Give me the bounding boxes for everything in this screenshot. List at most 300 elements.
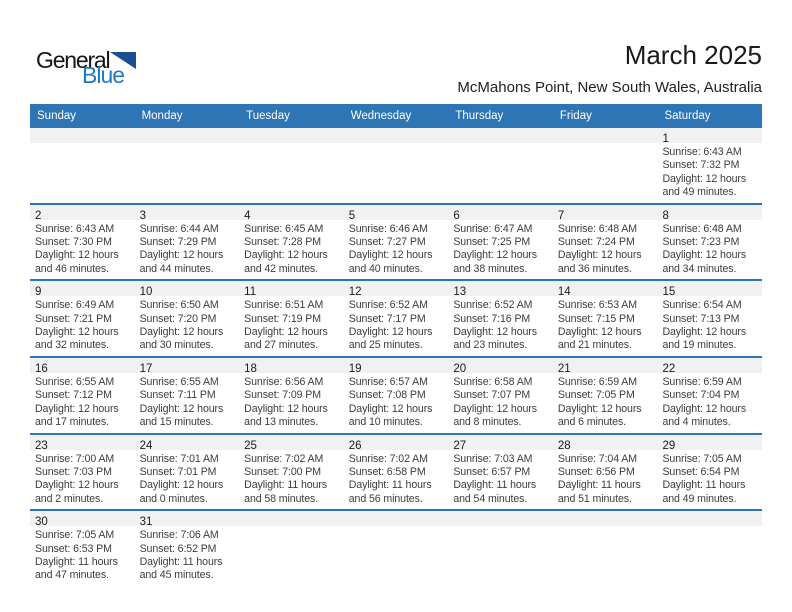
- day-cell: [30, 435, 135, 510]
- day-cell: [448, 205, 553, 280]
- daylight-minutes-text: and 17 minutes.: [35, 416, 109, 429]
- daylight-hours-text: Daylight: 12 hours: [557, 326, 642, 339]
- day-details: [448, 220, 553, 280]
- day-cell: [344, 358, 449, 433]
- daylight-hours-text: Daylight: 12 hours: [244, 249, 328, 262]
- daylight-hours-text: Daylight: 11 hours: [557, 479, 641, 492]
- day-cell: [344, 205, 449, 280]
- day-number-band: [657, 128, 762, 143]
- daylight-minutes-text: and 49 minutes.: [662, 186, 737, 199]
- day-number: 7: [557, 209, 565, 222]
- sunrise-text: Sunrise: 7:05 AM: [662, 452, 742, 465]
- daylight-hours-text: Daylight: 12 hours: [453, 249, 537, 262]
- sunset-text: Sunset: 7:11 PM: [139, 389, 216, 402]
- empty-day-cell: [448, 511, 553, 586]
- day-number: 29: [662, 439, 676, 452]
- day-number: 9: [35, 286, 42, 299]
- week-row: [30, 356, 762, 433]
- sunrise-text: Sunrise: 6:59 AM: [662, 375, 742, 388]
- day-number-band: [30, 205, 135, 220]
- day-number-band: [344, 358, 449, 373]
- sunset-text: Sunset: 7:23 PM: [662, 236, 740, 249]
- daylight-minutes-text: and 8 minutes.: [453, 416, 522, 429]
- location-subtitle: McMahons Point, New South Wales, Australia: [457, 79, 762, 96]
- sunset-text: Sunset: 6:58 PM: [348, 465, 426, 478]
- sunrise-text: Sunrise: 6:48 AM: [557, 222, 637, 235]
- page-title: March 2025: [624, 40, 762, 70]
- day-details: [239, 143, 344, 149]
- daylight-hours-text: Daylight: 11 hours: [453, 479, 537, 492]
- day-number-band: [135, 358, 240, 373]
- day-number-band: [553, 511, 658, 526]
- day-details: [135, 373, 240, 433]
- empty-day-cell: [239, 128, 344, 203]
- day-number: 21: [557, 362, 571, 375]
- day-number-band: [553, 128, 658, 143]
- empty-day-cell: [135, 128, 240, 203]
- day-number: 5: [348, 209, 356, 222]
- daylight-minutes-text: and 2 minutes.: [35, 492, 104, 505]
- sunrise-text: Sunrise: 6:55 AM: [139, 375, 219, 388]
- daylight-hours-text: Daylight: 12 hours: [348, 326, 433, 339]
- daylight-hours-text: Daylight: 12 hours: [662, 172, 747, 185]
- sunrise-text: Sunrise: 6:57 AM: [348, 375, 428, 388]
- day-cell: [135, 205, 240, 280]
- daylight-minutes-text: and 38 minutes.: [453, 262, 528, 275]
- day-cell: [135, 511, 240, 586]
- day-cell: [135, 358, 240, 433]
- day-number: 17: [139, 362, 153, 375]
- empty-day-cell: [657, 511, 762, 586]
- sunrise-text: Sunrise: 6:44 AM: [139, 222, 219, 235]
- day-cell: [657, 281, 762, 356]
- day-number-band: [448, 435, 553, 450]
- day-details: [239, 296, 344, 356]
- day-number-band: [30, 281, 135, 299]
- sunset-text: Sunset: 7:13 PM: [662, 312, 740, 325]
- week-row: [30, 279, 762, 356]
- day-number-band: [448, 281, 553, 299]
- sunset-text: Sunset: 7:21 PM: [35, 312, 112, 325]
- daylight-hours-text: Daylight: 12 hours: [557, 249, 642, 262]
- day-details: [30, 143, 135, 149]
- sunset-text: Sunset: 6:56 PM: [557, 465, 635, 478]
- day-details: [553, 220, 658, 280]
- daylight-minutes-text: and 36 minutes.: [557, 262, 632, 275]
- empty-day-cell: [344, 128, 449, 203]
- day-number-band: [344, 128, 449, 143]
- day-number-band: [448, 358, 553, 373]
- day-details: [135, 450, 240, 510]
- day-details: [344, 296, 449, 356]
- sunset-text: Sunset: 6:57 PM: [453, 465, 531, 478]
- sunrise-text: Sunrise: 6:48 AM: [662, 222, 742, 235]
- sunset-text: Sunset: 7:08 PM: [348, 389, 426, 402]
- daylight-minutes-text: and 40 minutes.: [348, 262, 423, 275]
- sunrise-text: Sunrise: 6:52 AM: [453, 299, 533, 312]
- daylight-minutes-text: and 51 minutes.: [557, 492, 632, 505]
- sunrise-text: Sunrise: 6:46 AM: [348, 222, 428, 235]
- day-cell: [448, 358, 553, 433]
- daylight-minutes-text: and 15 minutes.: [139, 416, 214, 429]
- day-number-band: [239, 511, 344, 526]
- sunrise-text: Sunrise: 7:02 AM: [348, 452, 428, 465]
- weekday-header: Tuesday: [246, 110, 290, 122]
- day-details: [135, 220, 240, 280]
- sunrise-text: Sunrise: 7:06 AM: [139, 529, 219, 542]
- daylight-hours-text: Daylight: 12 hours: [453, 402, 537, 415]
- daylight-minutes-text: and 44 minutes.: [139, 262, 214, 275]
- week-row: [30, 128, 762, 203]
- day-cell: [448, 281, 553, 356]
- sunrise-text: Sunrise: 6:49 AM: [35, 299, 115, 312]
- sunset-text: Sunset: 7:03 PM: [35, 465, 112, 478]
- sunrise-text: Sunrise: 7:00 AM: [35, 452, 115, 465]
- day-number: 4: [244, 209, 251, 222]
- day-cell: [448, 435, 553, 510]
- day-details: [344, 143, 449, 149]
- daylight-minutes-text: and 45 minutes.: [139, 569, 214, 582]
- day-details: [657, 450, 762, 510]
- weekday-header-row: [30, 104, 762, 128]
- day-cell: [344, 435, 449, 510]
- daylight-hours-text: Daylight: 11 hours: [662, 479, 746, 492]
- day-number-band: [135, 205, 240, 220]
- day-number: 31: [139, 516, 153, 529]
- day-details: [239, 373, 344, 433]
- day-cell: [553, 358, 658, 433]
- daylight-hours-text: Daylight: 12 hours: [35, 326, 119, 339]
- day-details: [344, 450, 449, 510]
- daylight-minutes-text: and 47 minutes.: [35, 569, 109, 582]
- day-number-band: [344, 205, 449, 220]
- daylight-minutes-text: and 10 minutes.: [348, 416, 423, 429]
- day-number-band: [239, 128, 344, 143]
- sunrise-text: Sunrise: 6:55 AM: [35, 375, 115, 388]
- sunset-text: Sunset: 7:27 PM: [348, 236, 426, 249]
- day-cell: [30, 358, 135, 433]
- day-details: [657, 143, 762, 203]
- day-number: 2: [35, 209, 42, 222]
- daylight-hours-text: Daylight: 12 hours: [139, 249, 224, 262]
- day-details: [448, 296, 553, 356]
- day-number-band: [239, 281, 344, 299]
- sunset-text: Sunset: 7:05 PM: [557, 389, 635, 402]
- weekday-header: Thursday: [455, 110, 504, 122]
- daylight-hours-text: Daylight: 12 hours: [348, 249, 433, 262]
- day-details: [553, 450, 658, 510]
- day-number: 24: [139, 439, 153, 452]
- day-number: 1: [662, 133, 669, 145]
- daylight-hours-text: Daylight: 12 hours: [453, 326, 537, 339]
- empty-day-cell: [553, 128, 658, 203]
- day-number-band: [553, 281, 658, 299]
- sunset-text: Sunset: 7:07 PM: [453, 389, 531, 402]
- sunset-text: Sunset: 6:53 PM: [35, 542, 112, 555]
- day-details: [135, 526, 240, 586]
- sunset-text: Sunset: 7:20 PM: [139, 312, 217, 325]
- daylight-minutes-text: and 49 minutes.: [662, 492, 737, 505]
- day-details: [448, 526, 553, 532]
- day-details: [553, 373, 658, 433]
- daylight-hours-text: Daylight: 11 hours: [35, 555, 118, 568]
- day-details: [30, 373, 135, 433]
- daylight-hours-text: Daylight: 11 hours: [348, 479, 432, 492]
- daylight-minutes-text: and 58 minutes.: [244, 492, 319, 505]
- sunset-text: Sunset: 7:28 PM: [244, 236, 321, 249]
- sunrise-text: Sunrise: 7:01 AM: [139, 452, 219, 465]
- sunset-text: Sunset: 7:01 PM: [139, 465, 217, 478]
- daylight-minutes-text: and 23 minutes.: [453, 339, 528, 352]
- daylight-minutes-text: and 21 minutes.: [557, 339, 632, 352]
- sunset-text: Sunset: 7:09 PM: [244, 389, 321, 402]
- day-details: [239, 220, 344, 280]
- sunset-text: Sunset: 7:29 PM: [139, 236, 217, 249]
- day-details: [30, 296, 135, 356]
- sunset-text: Sunset: 7:17 PM: [348, 312, 426, 325]
- day-details: [657, 526, 762, 532]
- weekday-header: Saturday: [664, 110, 711, 122]
- day-cell: [239, 435, 344, 510]
- empty-day-cell: [30, 128, 135, 203]
- day-details: [344, 526, 449, 532]
- sunset-text: Sunset: 7:24 PM: [557, 236, 635, 249]
- day-details: [30, 526, 135, 586]
- day-cell: [239, 358, 344, 433]
- daylight-minutes-text: and 6 minutes.: [557, 416, 626, 429]
- day-number-band: [239, 205, 344, 220]
- day-number-band: [344, 435, 449, 450]
- day-cell: [657, 435, 762, 510]
- daylight-minutes-text: and 46 minutes.: [35, 262, 109, 275]
- day-number-band: [657, 281, 762, 299]
- day-cell: [657, 205, 762, 280]
- day-number-band: [657, 511, 762, 526]
- daylight-minutes-text: and 19 minutes.: [662, 339, 737, 352]
- sunrise-text: Sunrise: 6:47 AM: [453, 222, 533, 235]
- sunset-text: Sunset: 7:00 PM: [244, 465, 321, 478]
- general-blue-logo: [36, 47, 156, 88]
- sunset-text: Sunset: 7:16 PM: [453, 312, 531, 325]
- day-number-band: [344, 281, 449, 299]
- day-number: 12: [348, 286, 362, 299]
- sunrise-text: Sunrise: 6:50 AM: [139, 299, 219, 312]
- daylight-minutes-text: and 42 minutes.: [244, 262, 319, 275]
- daylight-hours-text: Daylight: 12 hours: [662, 249, 747, 262]
- day-number-band: [657, 435, 762, 450]
- sunrise-text: Sunrise: 6:54 AM: [662, 299, 742, 312]
- daylight-minutes-text: and 56 minutes.: [348, 492, 423, 505]
- day-number-band: [553, 435, 658, 450]
- daylight-hours-text: Daylight: 12 hours: [244, 326, 328, 339]
- week-row: [30, 433, 762, 510]
- day-number: 11: [244, 286, 257, 299]
- day-details: [657, 373, 762, 433]
- day-details: [135, 296, 240, 356]
- empty-day-cell: [239, 511, 344, 586]
- daylight-hours-text: Daylight: 12 hours: [139, 326, 224, 339]
- sunset-text: Sunset: 6:54 PM: [662, 465, 740, 478]
- day-details: [239, 526, 344, 532]
- sunrise-text: Sunrise: 7:05 AM: [35, 529, 115, 542]
- day-number-band: [30, 511, 135, 529]
- calendar: [30, 104, 762, 586]
- day-number: 18: [244, 362, 257, 375]
- sunset-text: Sunset: 7:19 PM: [244, 312, 321, 325]
- day-cell: [30, 281, 135, 356]
- daylight-minutes-text: and 25 minutes.: [348, 339, 423, 352]
- daylight-minutes-text: and 32 minutes.: [35, 339, 109, 352]
- day-details: [239, 450, 344, 510]
- day-number: 27: [453, 439, 467, 452]
- daylight-minutes-text: and 34 minutes.: [662, 262, 737, 275]
- daylight-minutes-text: and 4 minutes.: [662, 416, 731, 429]
- day-number: 23: [35, 439, 48, 452]
- daylight-hours-text: Daylight: 12 hours: [35, 479, 119, 492]
- day-details: [344, 373, 449, 433]
- day-number: 8: [662, 209, 669, 222]
- empty-day-cell: [344, 511, 449, 586]
- day-number: 22: [662, 362, 676, 375]
- day-number-band: [30, 358, 135, 373]
- logo-text-blue: Blue: [82, 62, 125, 88]
- day-cell: [553, 435, 658, 510]
- day-number-band: [553, 205, 658, 220]
- daylight-hours-text: Daylight: 12 hours: [662, 326, 747, 339]
- day-number-band: [239, 358, 344, 373]
- day-cell: [30, 511, 135, 586]
- day-details: [553, 143, 658, 149]
- empty-day-cell: [448, 128, 553, 203]
- sunrise-text: Sunrise: 6:45 AM: [244, 222, 324, 235]
- sunrise-text: Sunrise: 6:52 AM: [348, 299, 428, 312]
- day-details: [448, 450, 553, 510]
- day-number: 25: [244, 439, 257, 452]
- day-number: 30: [35, 516, 48, 529]
- day-number-band: [135, 511, 240, 529]
- sunrise-text: Sunrise: 7:03 AM: [453, 452, 533, 465]
- day-details: [657, 220, 762, 280]
- sunset-text: Sunset: 7:30 PM: [35, 236, 112, 249]
- day-number: 14: [557, 286, 571, 299]
- sunrise-text: Sunrise: 6:59 AM: [557, 375, 637, 388]
- day-number: 19: [348, 362, 362, 375]
- sunrise-text: Sunrise: 6:53 AM: [557, 299, 637, 312]
- week-row: [30, 203, 762, 280]
- day-details: [553, 526, 658, 532]
- sunrise-text: Sunrise: 6:56 AM: [244, 375, 324, 388]
- daylight-hours-text: Daylight: 12 hours: [557, 402, 642, 415]
- daylight-hours-text: Daylight: 11 hours: [139, 555, 223, 568]
- day-number-band: [30, 435, 135, 450]
- day-cell: [135, 435, 240, 510]
- weekday-header: Wednesday: [350, 110, 412, 122]
- day-number: 10: [139, 286, 153, 299]
- sunset-text: Sunset: 7:04 PM: [662, 389, 740, 402]
- day-details: [448, 143, 553, 149]
- sunset-text: Sunset: 7:12 PM: [35, 389, 112, 402]
- day-details: [344, 220, 449, 280]
- day-cell: [239, 205, 344, 280]
- day-cell: [657, 128, 762, 203]
- sunset-text: Sunset: 6:52 PM: [139, 542, 217, 555]
- daylight-hours-text: Daylight: 12 hours: [139, 479, 224, 492]
- day-cell: [553, 205, 658, 280]
- daylight-minutes-text: and 54 minutes.: [453, 492, 528, 505]
- week-row: [30, 509, 762, 586]
- day-number: 26: [348, 439, 362, 452]
- daylight-hours-text: Daylight: 12 hours: [348, 402, 433, 415]
- day-cell: [135, 281, 240, 356]
- day-number-band: [448, 205, 553, 220]
- day-number-band: [657, 358, 762, 373]
- sunset-text: Sunset: 7:15 PM: [557, 312, 635, 325]
- calendar-grid: [30, 128, 762, 586]
- day-number: 28: [557, 439, 571, 452]
- day-details: [553, 296, 658, 356]
- day-details: [30, 450, 135, 510]
- day-number-band: [344, 511, 449, 526]
- day-number: 15: [662, 286, 676, 299]
- sunrise-text: Sunrise: 6:43 AM: [35, 222, 115, 235]
- daylight-minutes-text: and 27 minutes.: [244, 339, 319, 352]
- day-details: [30, 220, 135, 280]
- daylight-hours-text: Daylight: 12 hours: [244, 402, 328, 415]
- day-number: 20: [453, 362, 467, 375]
- weekday-header: Friday: [559, 110, 592, 122]
- weekday-header: Monday: [141, 110, 183, 122]
- day-number-band: [657, 205, 762, 220]
- day-number-band: [448, 511, 553, 526]
- daylight-minutes-text: and 13 minutes.: [244, 416, 319, 429]
- day-cell: [239, 281, 344, 356]
- daylight-minutes-text: and 0 minutes.: [139, 492, 208, 505]
- daylight-hours-text: Daylight: 12 hours: [35, 249, 119, 262]
- sunrise-text: Sunrise: 7:02 AM: [244, 452, 324, 465]
- sunrise-text: Sunrise: 7:04 AM: [557, 452, 637, 465]
- day-cell: [30, 205, 135, 280]
- day-number: 16: [35, 362, 48, 375]
- empty-day-cell: [553, 511, 658, 586]
- day-number-band: [448, 128, 553, 143]
- day-details: [448, 373, 553, 433]
- daylight-hours-text: Daylight: 12 hours: [35, 402, 119, 415]
- day-details: [657, 296, 762, 356]
- daylight-hours-text: Daylight: 12 hours: [139, 402, 224, 415]
- logo-text-general: General: [36, 47, 110, 73]
- day-number-band: [135, 435, 240, 450]
- day-number-band: [135, 281, 240, 299]
- sunrise-text: Sunrise: 6:58 AM: [453, 375, 533, 388]
- daylight-hours-text: Daylight: 12 hours: [662, 402, 747, 415]
- day-details: [135, 143, 240, 149]
- day-number: 6: [453, 209, 460, 222]
- sunrise-text: Sunrise: 6:43 AM: [662, 146, 742, 158]
- day-cell: [553, 281, 658, 356]
- day-number-band: [135, 128, 240, 143]
- day-number: 13: [453, 286, 467, 299]
- day-number: 3: [139, 209, 146, 222]
- day-number-band: [553, 358, 658, 373]
- day-cell: [344, 281, 449, 356]
- sunset-text: Sunset: 7:25 PM: [453, 236, 531, 249]
- day-cell: [657, 358, 762, 433]
- daylight-minutes-text: and 30 minutes.: [139, 339, 214, 352]
- daylight-hours-text: Daylight: 11 hours: [244, 479, 327, 492]
- day-number-band: [30, 128, 135, 143]
- day-number-band: [239, 435, 344, 450]
- sunrise-text: Sunrise: 6:51 AM: [244, 299, 324, 312]
